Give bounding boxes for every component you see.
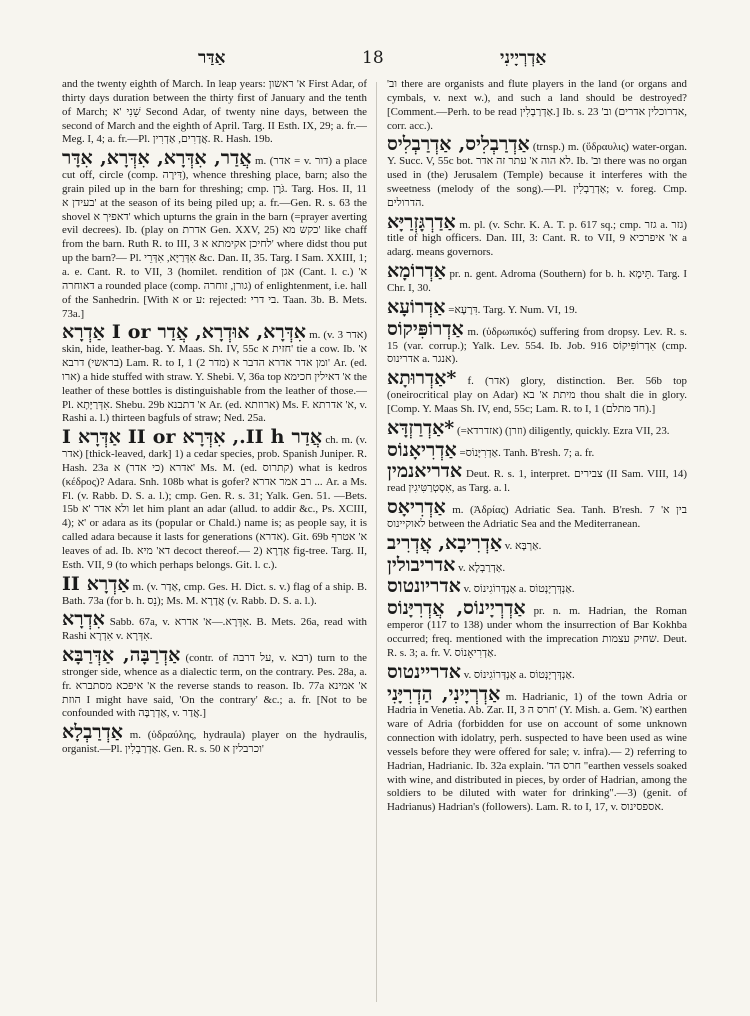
entry-definition: pr. n. m. Hadrian, the Roman emperor (117 to 138) under whom the insurrection of Bar Kokhba occurred; freq. mentioned with the imprecation שחיק עצמות. Deut. R. s. 3; a. fr. V. אַדְרִיאָנוֹס. bbox=[387, 605, 687, 659]
entry-headword: אַדְרַבְלָא bbox=[62, 721, 123, 744]
header-left-guide-word: אַדַּר bbox=[198, 48, 226, 68]
entry-headword: אַדְרִיבָא, אֲדְרִיב bbox=[387, 531, 503, 554]
entry-definition: v. אַרְבָּא. bbox=[504, 539, 542, 552]
dictionary-entry bbox=[387, 598, 687, 660]
entry-headword: אַדְרוֹפִּיקוֹס bbox=[387, 317, 464, 340]
header-right-guide-word: אַדְרְיָינִי bbox=[500, 48, 547, 68]
entry-definition: m. (ὑδραύλης, hydraula) player on the hydraulis, organist.—Pl. אַדְרַבְלִין. Gen. R. s. 50 וכרבלין א' bbox=[62, 729, 367, 756]
dictionary-entry bbox=[62, 322, 367, 426]
entry-definition: m. (v. אדר 3) skin, hide, leather-bag. Y. Maas. Sh. IV, 55c חזית א' tie a cow. Ib. א' (בראשי) דרבא Lam. R. to I, 1 (2 מדר) ומן אדר אדרא הדבר א' Ar. (ed. ארו) a hide stuffed with straw. Y. Shebi. V, 36a top א' דאילין חכימא the leather of these bottles is distinguishable from the leather of those.— Pl. אִדְּרַיָּתָא. Shebu. 29b א' דתבנא Ar. (ed. ארוזתא) Ms. F. א' אדרתא, v. Rashi a. l.) thirteen bagfuls of straw; Ned. 25a. bbox=[62, 329, 367, 425]
entry-definition: v. אַנְדְּרוֹגִינוֹס a. אַנְדְּרְיָנְטוֹס. bbox=[463, 668, 575, 681]
dictionary-entry bbox=[387, 684, 687, 816]
entry-definition: and the twenty eighth of March. In leap years: א' ראשון First Adar, of thirty days duration between the thirty first of January and the tenth of March; שֵׁנִי 'א Second Adar, of twenty nine days, between the second of March and the eighth of April. Targ. II Esth. IX, 29; a. fr.— Meg. I, 4; a. fr.—Pl. אֲדָרִים, אַדְרִין. R. Hash. 19b. bbox=[62, 78, 367, 146]
entry-headword: אִדְרָא bbox=[62, 608, 105, 631]
entry-definition: =דִּרָעָא. Targ. Y. Num. VI, 19. bbox=[448, 303, 578, 316]
dictionary-entry bbox=[387, 461, 687, 496]
entry-definition: m. (ὑδρωπικός) suffering from dropsy. Lev. R. s. 15 (var. corrup.); Yalk. Lev. 554. Ib. Job. 916 אִדְרוֹפִּיקוֹס (cmp. אדרינוס a. אנגר). bbox=[387, 325, 687, 366]
dictionary-entry bbox=[387, 576, 687, 597]
dictionary-entry bbox=[387, 418, 687, 439]
dictionary-entry bbox=[62, 574, 367, 609]
entry-definition: 'וב there are organists and flute players in the land (or organs and cymbals, v. next w.), and such a land should be destroyed? [Comment.—Perh. to be read אַדְרַבְלִין.] Ib. s. 23 'וב (אדרוכלין אדרים, corr. acc.). bbox=[387, 78, 687, 132]
entry-headword: אַדְרוֹמָא bbox=[387, 260, 446, 283]
entry-definition: m. (Ἀδρίας) Adriatic Sea. Tanh. B'resh. 7 בין א' לאוקיינוס between the Adriatic Sea and the Mediterranean. bbox=[387, 504, 687, 530]
entry-headword: אדריינטוס bbox=[387, 660, 461, 683]
entry-headword: אַדְרְיָינוֹס, אֲדְרִיָּנוֹס bbox=[387, 597, 526, 620]
entry-definition: Sabb. 67a, v. אִדְּרָא.—א' אדרא. B. Mets. 26a, read with Rashi אִדְרָא v. אִדְּרָא. bbox=[62, 616, 367, 643]
entry-definition: (trnsp.) m. (ὕδραυλις) water-organ. Y. Succ. V, 55c bot. לא הוה א' עתר זה אדר. Ib. 'וב there was no organ used in (the) Jerusalem (Temple) because it interferes with the sweetness (melody of the song).—Pl. אַדְרַבְלִין; v. foreg. Cmp. הדרולים. bbox=[387, 141, 687, 209]
entry-definition: pr. n. gent. Adroma (Southern) for b. h. תֵּימָא. Targ. I Chr. I, 30. bbox=[387, 268, 687, 294]
entry-definition: (=אזדרדא) (וזרן) diligently, quickly. Ezra VII, 23. bbox=[456, 424, 670, 437]
entry-headword: אדריאנמין bbox=[387, 460, 463, 483]
entry-headword: אַדְרִיאָס bbox=[387, 496, 446, 519]
dictionary-entry bbox=[62, 645, 367, 721]
column-divider bbox=[376, 82, 377, 1002]
page-header bbox=[0, 48, 750, 78]
entry-definition: m. (אדר = v. דור) a place cut off, circle (comp. דִּירָה), whence threshing place, barn; also the grain piled up in the barn for threshing; cmp. גֹּרֶן. Targ. Hos. II, 11 בעידן א' at the season of its being piled up; a. fr.—Gen. R. s. 63 the shovel דאפיך א' which upturns the grain in the barn (=prayer averting evil decrees). Ib. (play on אדרת Gen. XXV, 25) כקש מא' like chaff from the barn. Ruth R. to III, 3 לחיכן אקימתא א' where didst thou put up the barn?— Pl. אִדְּרַיָּא, אִדְּרֵי &c. Dan. II, 35. Targ. I Sam. XXIII, 1; a. e. Cant. R. to VII, 3 (homilet. rendition of אגן (Cant. l. c.) א' דאוחרה a rounded place (comp. גורן, זוחרה) of enlightenment, i.e. hall of the Sanhedrin. [With א or ע: rejected: בי דרי. Taan. 3b. B. Mets. 73a.] bbox=[62, 155, 367, 320]
page-number: 18 bbox=[362, 48, 384, 68]
dictionary-entry bbox=[387, 212, 687, 261]
right-column bbox=[387, 78, 687, 1004]
entry-headword: אדריונטוס bbox=[387, 575, 461, 598]
entry-headword: אֲדַר II h., אִדְּרָא II or אַדְּרָא I bbox=[62, 426, 323, 449]
entry-headword: אדריבולין bbox=[387, 553, 456, 576]
entry-definition: v. אַדְרַבְלָא. bbox=[458, 561, 506, 574]
entry-definition: m. pl. (v. Schr. K. A. T. p. 617 sq.; cmp. גזר a. גזר) title of high officers. Dan. III, 3: Cant. R. to VII, 9 א' איפרכיא a adarg. means governors. bbox=[387, 218, 687, 259]
entry-definition: ch. m. (v. אדר) [thick-leaved, dark] 1) a cedar species, prob. Spanish Juniper. R. Hash. 23a אדרא (כי אדר) א' Ms. M. (ed. קתרוס) what is kedros (κέδρος)? Adara. Snh. 108b what is gofer? רב אמר אדרא ... Ar. a Ms. Fl. (v. Rabb. D. S. a. l.); cmp. Gen. R. s. 31; Yalk. Gen. 51. —Bets. 15b ולא אדר 'א let him plant an adar (allud. to addir &c., Ps. XCIII, 4); א' or adara as its (popular or Chald.) name is; as people say, it is called adara because it lasts for generations (אדרא). Git. 69b א' אטרף leaves of ad. Ib. דא' מיא decoct thereof.— 2) אַדְרָא fig-tree. Targ. II, Esth. VII, 9 (to which perhaps belongs. Git. l. c.). bbox=[62, 434, 367, 571]
entry-headword: אַדְרִיאָנוֹס bbox=[387, 438, 457, 461]
dictionary-entry bbox=[62, 148, 367, 321]
entry-headword: אַדְרוֹעָא bbox=[387, 295, 446, 318]
dictionary-entry bbox=[387, 368, 687, 417]
dictionary-entry bbox=[387, 261, 687, 296]
entry-headword: אַדְרָא II bbox=[62, 572, 130, 595]
dictionary-entry bbox=[387, 497, 687, 532]
dictionary-entry bbox=[62, 609, 367, 644]
dictionary-entry bbox=[62, 78, 367, 147]
dictionary-entry bbox=[387, 533, 687, 554]
entry-headword: אַדְרַבָּה, אַדְּרַבָּא bbox=[62, 644, 181, 667]
entry-definition: v. אַנְדְּרוֹגִינוֹס a. אַנְדְּרְיָנְטוֹס. bbox=[463, 583, 575, 596]
entry-headword: אִדְּרָא, אוּדְרָא, אֲדַר I or אַדְרָא bbox=[62, 321, 306, 344]
dictionary-entry bbox=[387, 555, 687, 576]
dictionary-entry bbox=[62, 427, 367, 572]
entry-definition: m. Hadrianic, 1) of the town Adria or Hadria in Venetia. Ab. Zar. II, 3 חרס ה' (Y. Mish. a. Gem. 'א) earthen ware of Adria (forbidden for use on account of some unknown connection with idolatry, perh. suspected to have been used as wine vessels before they were offered for sale; v. infra).— 2) referring to Hadrian, Hadrianic. Ib. 32a explain. 'חרס הד "earthen vessels soaked with wine, and distributed in pieces, by order of Hadrian, among the soldiers to be diluted with water for drinking".—3) (genit. of Hadrianus) Hadrian's (followers). Lam. R. to I, 17, v. אספסינוס. bbox=[387, 690, 687, 814]
entry-definition: Deut. R. s. 1, interpret. צבירים (II Sam. VIII, 14) read אִסְטְרַטִּיגִין, as Targ. a. l. bbox=[387, 468, 687, 495]
dictionary-entry bbox=[387, 134, 687, 210]
entry-definition: m. (v. אַדַר, cmp. Ges. H. Dict. s. v.) flag of a ship. B. Bath. 73a (for b. h. נֵס); Ms. M. אֲדָרָא (v. Rabb. D. S. a. l.). bbox=[62, 580, 367, 607]
entry-definition: (contr. of על דרבה, v. רבא) turn to the stronger side, whence as a dialectic term, on the contrary. Pes. 28a, a. fr. א' איפכא מסתברא the reverse stands to reason. Ib. 77a א' אמינא הוזת I might have said, 'On the contrary' &c.; a. fr. [Not to be confounded with אַדְרַבָּה, v. אֲדַר.] bbox=[62, 652, 367, 720]
dictionary-entry bbox=[387, 297, 687, 318]
dictionary-entry bbox=[387, 662, 687, 683]
dictionary-entry bbox=[387, 440, 687, 461]
dictionary-entry bbox=[62, 722, 367, 757]
entry-headword: אַדַרְגָּזְרַיָּא bbox=[387, 210, 456, 233]
entry-definition: =אַדְרִיָּנוֹס. Tanh. B'resh. 7; a. fr. bbox=[459, 446, 595, 459]
entry-headword: אֲדַר, אִדְּרָא, אִדְּרָא, אִדָּר bbox=[62, 147, 252, 170]
dictionary-entry bbox=[387, 78, 687, 133]
entry-headword: אַדְרַבְלִיס, אַדְרַבְלִיס bbox=[387, 133, 530, 156]
dictionary-entry bbox=[387, 319, 687, 368]
entry-headword: *אַדְרַזְדָּא bbox=[387, 416, 455, 439]
left-column bbox=[62, 78, 367, 1004]
entry-headword: *אַדְרוּתָא bbox=[387, 367, 457, 390]
entry-definition: f. (אדר) glory, distinction. Ber. 56b top (oneirocritical play on Adar) מיתת א' בא thou shalt die in glory. [Comp. Y. Maas Sh. IV, end, 55c; Lam. R. to I, 1 (חד מתלם).] bbox=[387, 375, 687, 415]
entry-headword: אַדְרְיָינִי, הַדְרִיָּנִי bbox=[387, 682, 501, 705]
